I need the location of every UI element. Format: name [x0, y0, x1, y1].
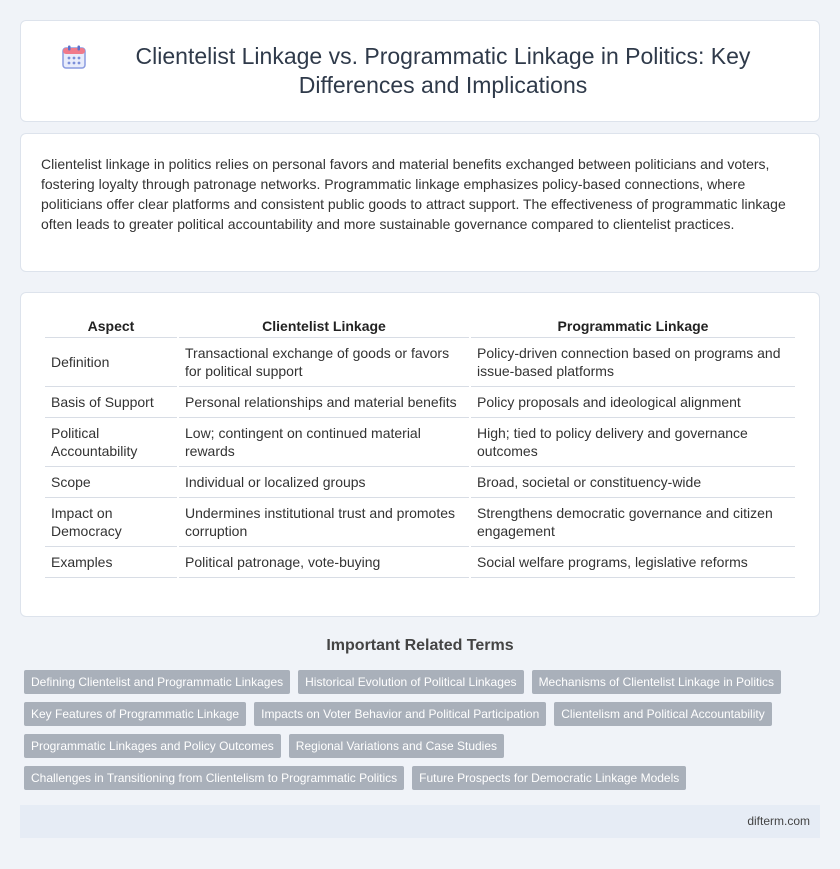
- related-term-tag[interactable]: Historical Evolution of Political Linkages: [298, 670, 523, 694]
- table-cell: Broad, societal or constituency-wide: [471, 467, 795, 498]
- header-clientelist: Clientelist Linkage: [179, 313, 469, 338]
- table-cell: Personal relationships and material benefits: [179, 387, 469, 418]
- footer: [20, 805, 820, 838]
- tag-row: [24, 670, 824, 694]
- related-term-tag[interactable]: Clientelism and Political Accountability: [554, 702, 771, 726]
- related-terms-title: Important Related Terms: [326, 637, 514, 654]
- related-term-tag[interactable]: Challenges in Transitioning from Clientelism to Programmatic Politics: [24, 766, 404, 790]
- table-cell: Undermines institutional trust and promotes corruption: [179, 498, 469, 547]
- table-cell: Political patronage, vote-buying: [179, 547, 469, 578]
- tag-row: [24, 734, 824, 758]
- table-cell: Transactional exchange of goods or favors for political support: [179, 338, 469, 387]
- tag-row: [24, 702, 824, 726]
- header-aspect: Aspect: [45, 313, 177, 338]
- related-terms-list: [24, 670, 824, 798]
- table-cell: Examples: [45, 547, 177, 578]
- table-row: [45, 547, 795, 578]
- table-row: [45, 418, 795, 467]
- table-cell: Political Accountability: [45, 418, 177, 467]
- calendar-icon: [61, 44, 87, 70]
- related-term-tag[interactable]: Programmatic Linkages and Policy Outcomes: [24, 734, 281, 758]
- page-title: Clientelist Linkage vs. Programmatic Linkage in Politics: Key Differences and Implications: [135, 43, 751, 98]
- table-cell: Low; contingent on continued material rewards: [179, 418, 469, 467]
- related-term-tag[interactable]: Defining Clientelist and Programmatic Linkages: [24, 670, 290, 694]
- table-row: [45, 338, 795, 387]
- header-card: [20, 20, 820, 122]
- tag-row: [24, 766, 824, 790]
- related-term-tag[interactable]: Impacts on Voter Behavior and Political Participation: [254, 702, 546, 726]
- table-cell: Scope: [45, 467, 177, 498]
- intro-card: [20, 133, 820, 272]
- table-cell: Definition: [45, 338, 177, 387]
- table-cell: Basis of Support: [45, 387, 177, 418]
- intro-paragraph: Clientelist linkage in politics relies on personal favors and material benefits exchanged between politicians and voters, fostering loyalty through patronage networks. Programmatic linkage emphasizes policy-based connections, where politicians offer clear platforms and consistent public goods to attract support. The effectiveness of programmatic linkage often leads to greater political accountability and more sustainable governance compared to clientelist practices.: [41, 156, 786, 232]
- table-cell: Impact on Democracy: [45, 498, 177, 547]
- footer-site-link[interactable]: difterm.com: [747, 814, 810, 828]
- table-row: [45, 467, 795, 498]
- table-row: [45, 498, 795, 547]
- table-row: [45, 387, 795, 418]
- table-header-row: [45, 313, 795, 338]
- table-cell: Policy proposals and ideological alignment: [471, 387, 795, 418]
- comparison-table-card: [20, 292, 820, 617]
- table-cell: Social welfare programs, legislative reforms: [471, 547, 795, 578]
- header-programmatic: Programmatic Linkage: [471, 313, 795, 338]
- table-cell: High; tied to policy delivery and governance outcomes: [471, 418, 795, 467]
- table-cell: Individual or localized groups: [179, 467, 469, 498]
- related-term-tag[interactable]: Future Prospects for Democratic Linkage Models: [412, 766, 686, 790]
- related-term-tag[interactable]: Regional Variations and Case Studies: [289, 734, 504, 758]
- table-cell: Strengthens democratic governance and citizen engagement: [471, 498, 795, 547]
- table-cell: Policy-driven connection based on programs and issue-based platforms: [471, 338, 795, 387]
- related-term-tag[interactable]: Key Features of Programmatic Linkage: [24, 702, 246, 726]
- related-term-tag[interactable]: Mechanisms of Clientelist Linkage in Politics: [532, 670, 781, 694]
- comparison-table: [43, 313, 797, 578]
